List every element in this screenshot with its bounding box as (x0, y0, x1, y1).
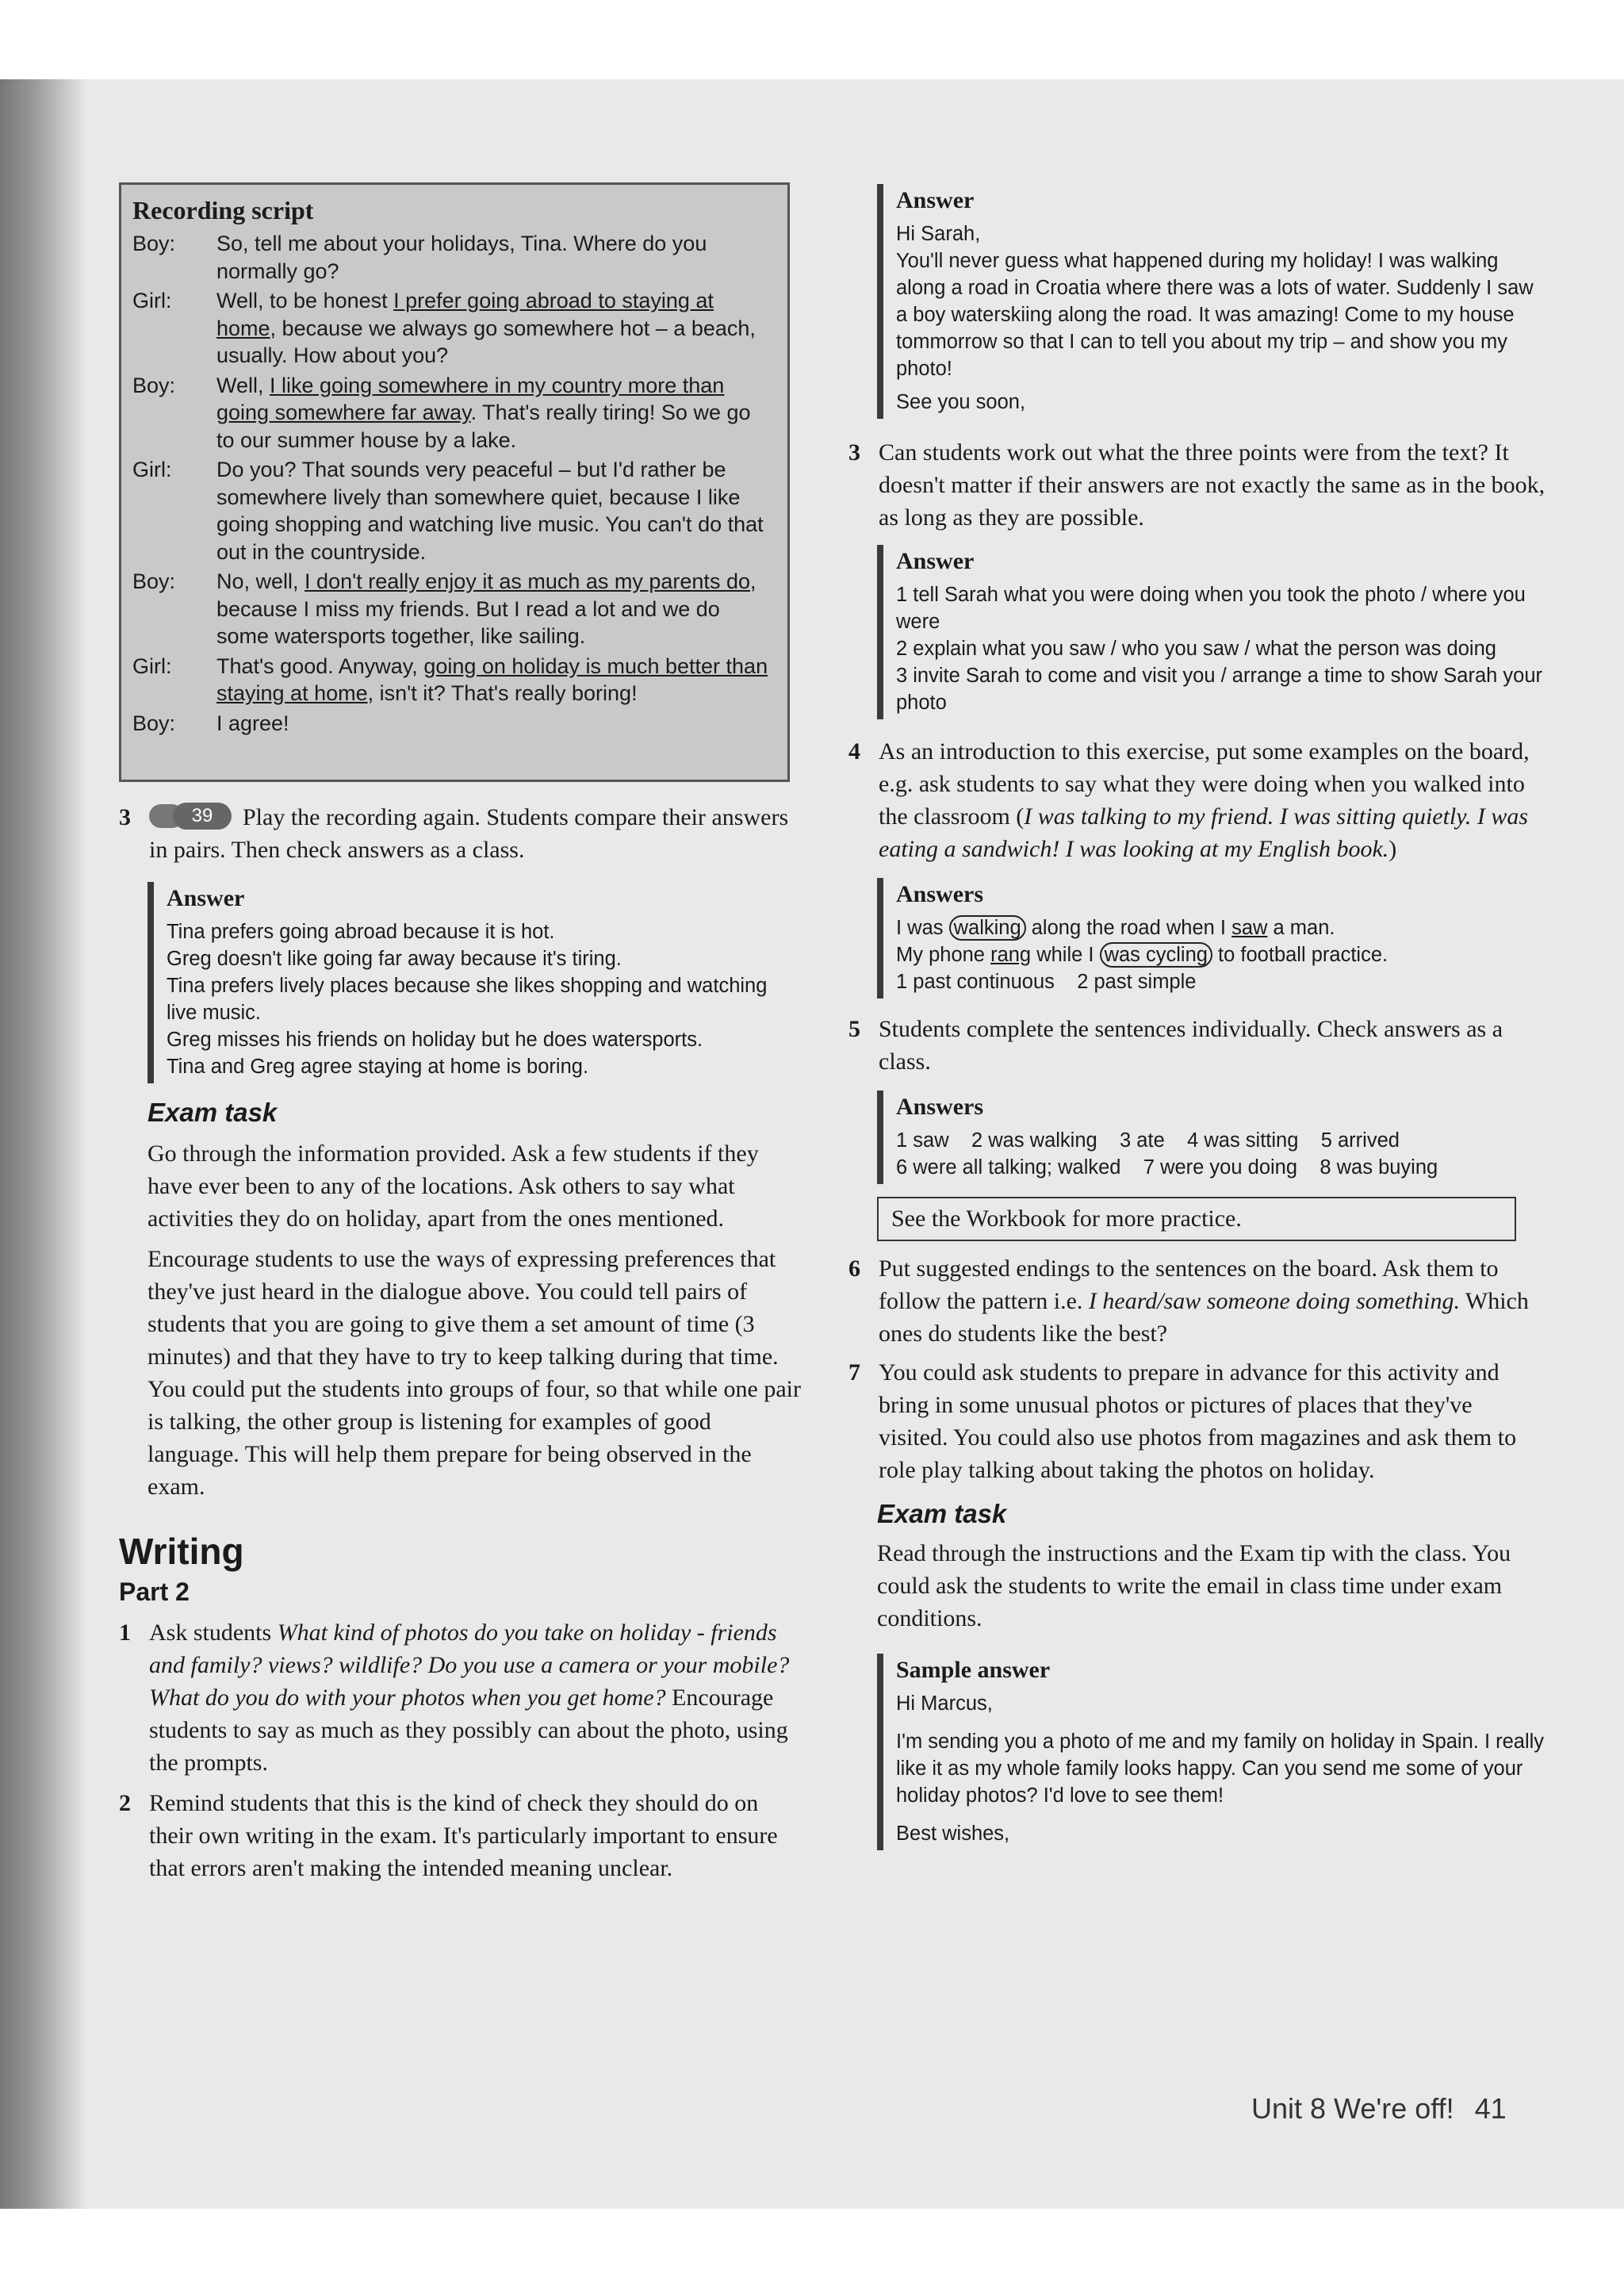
sample-answer-box: Sample answer Hi Marcus, I'm sending you a photo of me and my family on holiday in Spain. I really like it as my whole family looks happy. Can you send me some of your holiday photos? I'd love to see them! Best wishes, (877, 1654, 1546, 1850)
script-line (132, 456, 773, 565)
right-item-3: 3 Can students work out what the three points were from the text? It doesn't matter if their answers are not exactly the same as in the book, as long as they are possible. (848, 439, 1545, 531)
recording-script-box (119, 182, 790, 782)
right-item-7: 7 You could ask students to prepare in advance for this activity and bring in some unusual photos or pictures of places that they've visited. You could also use photos from magazines and ask them to role play talking about taking the photos on holiday. (848, 1359, 1517, 1483)
right-item-4: 4 As an introduction to this exercise, put some examples on the board, e.g. ask students to say what they were doing when you walked into the classroom (I was talking to my friend. I was sitting quietly. I was eating a sandwich! I was looking at my English book.) (848, 738, 1530, 862)
answer-line: Greg doesn't like going far away because it's tiring. (167, 948, 622, 970)
speaker-label: Girl: (132, 654, 172, 678)
script-text: Well, I like going somewhere in my country more than going somewhere far away. That's really tiring! So we go to our summer house by a lake. (216, 373, 751, 452)
script-line (132, 653, 773, 707)
left-item-3: 3 39 Play the recording again. Students compare their answers in pairs. Then check answers as a class. (119, 804, 789, 863)
exam-task-para-1: Go through the information provided. Ask a few students if they have ever been to any of the locations. Ask others to say what activities they do on holiday, apart from the ones mentioned. (147, 1140, 759, 1232)
left-column (119, 801, 801, 1884)
answer-line: Tina prefers going abroad because it is hot. (167, 921, 555, 943)
exam-task-para-right: Read through the instructions and the Exam tip with the class. You could ask the students to write the email in class time under exam conditions. (877, 1540, 1511, 1631)
answer-line: Tina prefers lively places because she likes shopping and watching live music. (167, 975, 768, 1024)
speaker-label: Boy: (132, 711, 176, 735)
page-footer (1251, 2092, 1507, 2125)
script-text: So, tell me about your holidays, Tina. Where do you normally go? (216, 232, 707, 283)
speaker-label: Girl: (132, 458, 172, 481)
script-line (132, 372, 773, 454)
recording-script-lines (132, 230, 773, 737)
script-text: That's good. Anyway, going on holiday is much better than staying at home, isn't it? That's really boring! (216, 654, 768, 705)
answer-box-item3: Answer Tina prefers going abroad because it is hot. Greg doesn't like going far away because it's tiring. Tina prefers lively places because she likes shopping and watching live music. Greg misses his friends on holiday but he does watersports. Tina and Greg agree staying at home is boring. (147, 882, 798, 1083)
recording-script-title: Recording script (132, 196, 314, 224)
unit-title: Unit 8 We're off! (1251, 2092, 1454, 2125)
exam-task-para-2: Encourage students to use the ways of expressing preferences that they've just heard in the dialogue above. You could tell pairs of students that you are going to give them a set amount of time (3 minutes) and that they have to try to keep talking during that time. You could put the students into groups of four, so that while one pair is talking, the other group is listening for examples of good language. This will help them prepare for being observed in the exam. (147, 1246, 802, 1500)
script-text: No, well, I don't really enjoy it as much as my parents do, because I miss my friends. But I read a lot and we do some watersports together, like sailing. (216, 569, 756, 648)
right-column (848, 184, 1546, 1850)
circled-word: walking (949, 915, 1026, 941)
book-spine-shadow (0, 79, 87, 2209)
answer-line: Tina and Greg agree staying at home is boring. (167, 1056, 589, 1078)
script-line (132, 287, 773, 370)
answer-box-email: Answer Hi Sarah, You'll never guess what happened during my holiday! I was walking along a road in Croatia where there was a lots of water. Suddenly I saw a boy waterskiing along the road. It was amazing! Come to my house tommorrow so that I can to tell you about my trip – and show you my photo! See you soon, (877, 184, 1546, 419)
script-text: Well, to be honest I prefer going abroad to staying at home, because we always go somewhere hot – a beach, usually. How about you? (216, 289, 756, 367)
exam-task-heading: Exam task (147, 1098, 278, 1127)
page-number: 41 (1474, 2092, 1507, 2125)
writing-heading: Writing (119, 1531, 244, 1572)
speaker-label: Boy: (132, 373, 176, 397)
speaker-label: Boy: (132, 232, 176, 255)
script-line (132, 230, 773, 285)
script-line (132, 568, 773, 650)
script-text: I agree! (216, 711, 289, 735)
script-text: Do you? That sounds very peaceful – but I'd rather be somewhere lively than somewhere quiet, because I like going shopping and watching live music. You can't do that out in the countryside. (216, 458, 764, 564)
answers-box-tenses: Answers I was walking along the road when I saw a man. My phone rang while I was cycling to football practice. 1 past continuous 2 past simple (877, 878, 1546, 999)
workbook-note: See the Workbook for more practice. (877, 1197, 1516, 1241)
audio-track-icon: 39 (149, 803, 236, 830)
writing-item-1: 1 Ask students What kind of photos do you take on holiday - friends and family? views? wildlife? Do you use a camera or your mobile? What do you do with your photos when you get home? Encourage students to say as much as they possibly can about the photo, using the prompts. (119, 1619, 790, 1776)
answers-box-sentences: Answers 1 saw 2 was walking 3 ate 4 was sitting 5 arrived 6 were all talking; walked 7 were you doing 8 was buying (877, 1091, 1546, 1184)
speaker-label: Boy: (132, 569, 176, 593)
right-item-5: 5 Students complete the sentences individually. Check answers as a class. (848, 1016, 1503, 1075)
script-line (132, 710, 773, 738)
right-item-6: 6 Put suggested endings to the sentences on the board. Ask them to follow the pattern i.e. I heard/saw someone doing something. Which ones do students like the best? (848, 1255, 1529, 1347)
speaker-label: Girl: (132, 289, 172, 312)
part-2-heading: Part 2 (119, 1577, 190, 1606)
writing-item-2: 2 Remind students that this is the kind of check they should do on their own writing in the exam. It's particularly important to ensure that errors aren't making the intended meaning unclear. (119, 1790, 778, 1881)
exam-task-heading-right: Exam task (877, 1499, 1007, 1528)
circled-word: was cycling (1100, 942, 1212, 968)
answer-box-points: Answer 1 tell Sarah what you were doing when you took the photo / where you were 2 explain what you saw / who you saw / what the person was doing 3 invite Sarah to come and visit you / arrange a time to show Sarah your photo (877, 545, 1546, 719)
answer-line: Greg misses his friends on holiday but he does watersports. (167, 1029, 703, 1051)
